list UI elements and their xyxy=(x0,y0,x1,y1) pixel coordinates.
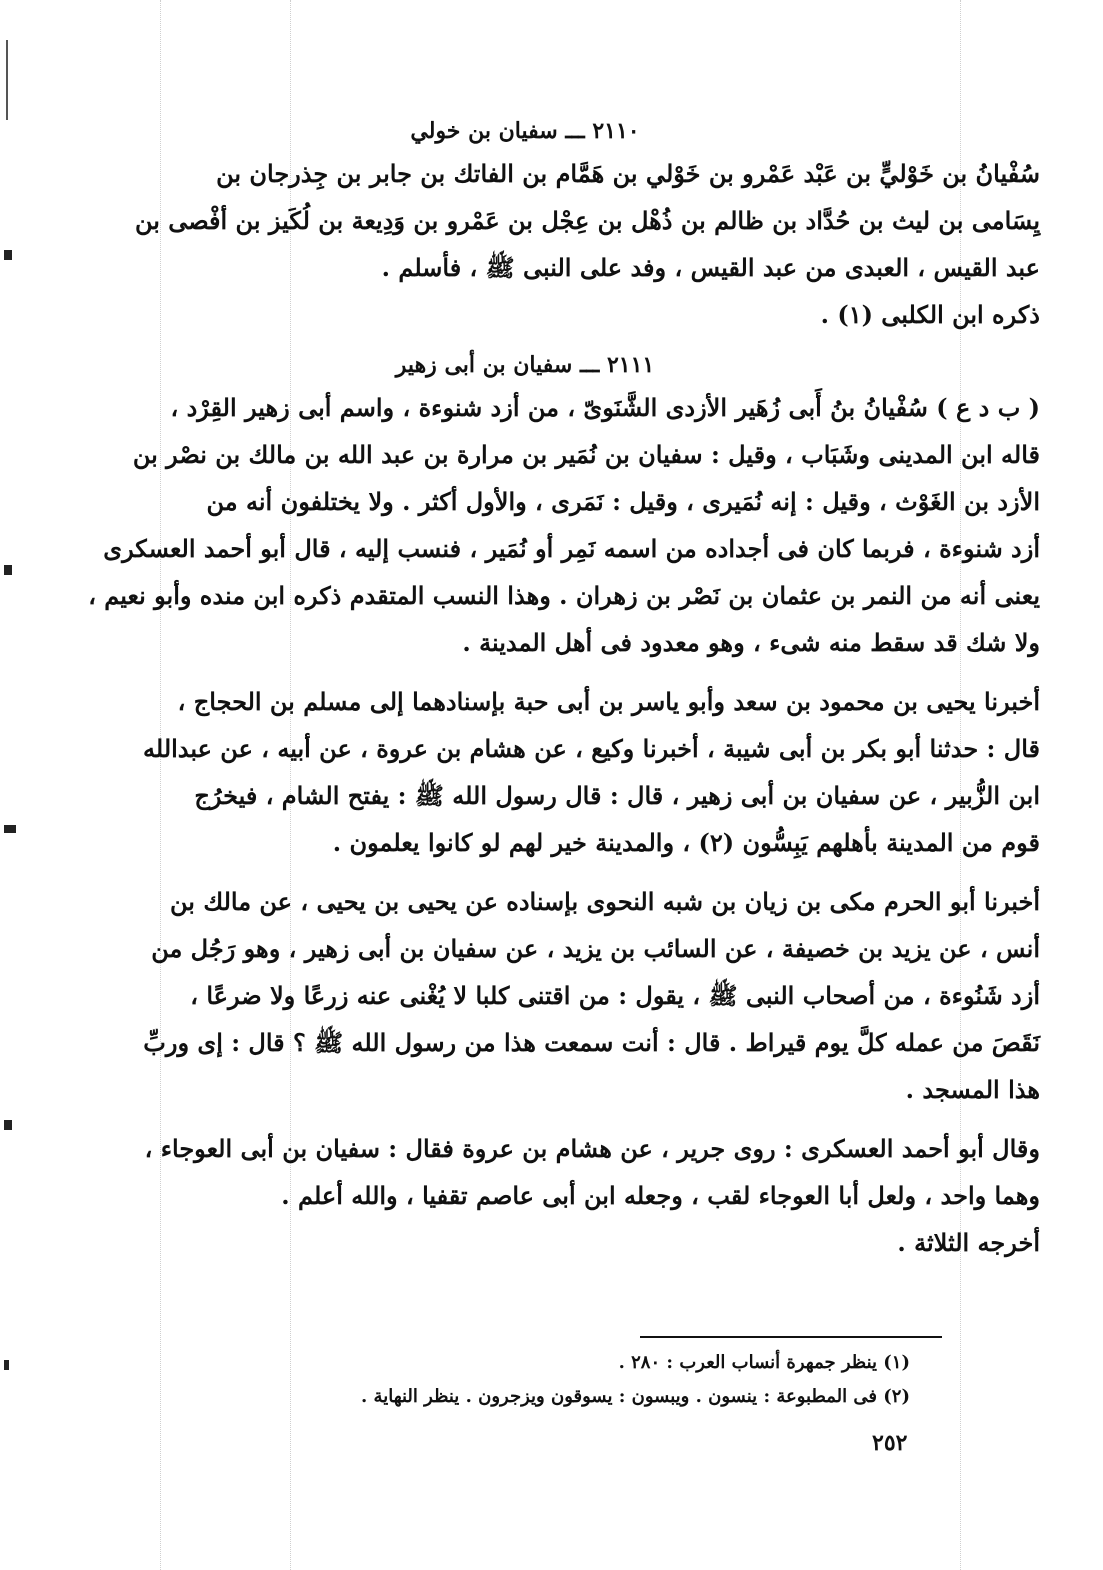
entry xyxy=(70,118,1040,338)
main-text xyxy=(70,118,1040,1266)
text-line: هذا المسجد . xyxy=(905,1075,1040,1104)
scan-mark xyxy=(4,825,16,833)
text-line: عبد القيس ، العبدى من عبد القيس ، وفد على النبى ﷺ ، فأسلم . xyxy=(381,253,1040,282)
text-line: سُفْيانُ بن خَوْليٍّ بن عَبْد عَمْرو بن خَوْلي بن هَمَّام بن الفاتك بن جابر بن جِذرجان بن xyxy=(216,159,1040,188)
text-line: ذكره ابن الكلبى (١) . xyxy=(820,300,1040,329)
text-line: ( ب د ع ) سُفْيانُ بنُ أَبى زُهَير الأزدى الشَّنَوىّ ، من أزد شنوءة ، واسم أبى زهير القِرْد ، xyxy=(170,393,1040,422)
text-line: أخبرنا أبو الحرم مكى بن زيان بن شبه النحوى بإسناده عن يحيى بن يحيى ، عن مالك بن xyxy=(170,887,1040,916)
paragraph xyxy=(70,1125,1040,1219)
paragraph xyxy=(70,878,1040,1113)
scan-margin-line xyxy=(6,40,8,120)
text-line: وهما واحد ، ولعل أبا العوجاء لقب ، وجعله ابن أبى عاصم تقفيا ، والله أعلم . xyxy=(281,1181,1040,1210)
text-line: وقال أبو أحمد العسكرى : روى جرير ، عن هشام بن عروة فقال : سفيان بن أبى العوجاء ، xyxy=(144,1134,1040,1163)
entry-title: ٢١١٠ ـــ سفيان بن خولي xyxy=(410,118,640,144)
paragraph xyxy=(70,150,1040,291)
paragraph xyxy=(70,291,1040,338)
paragraph xyxy=(70,384,1040,666)
text-line: ولا شك قد سقط منه شىء ، وهو معدود فى أهل المدينة . xyxy=(462,628,1040,657)
text-line: أزد شنوءة ، فربما كان فى أجداده من اسمه نَمِر أو نُمَير ، فنسب إليه ، قال أبو أحمد العسكرى xyxy=(103,534,1040,563)
text-line: ابن الزُّبير ، عن سفيان بن أبى زهير ، قال : قال رسول الله ﷺ : يفتح الشام ، فيخرُج xyxy=(194,781,1040,810)
entry xyxy=(70,352,1040,1266)
footnotes xyxy=(300,1346,910,1414)
text-line: أنس ، عن يزيد بن خصيفة ، عن السائب بن يزيد ، عن سفيان بن أبى زهير ، وهو رَجُل من xyxy=(151,934,1040,963)
paragraph xyxy=(70,1219,1040,1266)
entry-title: ٢١١١ ـــ سفيان بن أبى زهير xyxy=(395,352,655,378)
footnote: (٢) فى المطبوعة : ينسون . ويبسون : يسوقون ويزجرون . ينظر النهاية . xyxy=(361,1386,910,1407)
text-line: يعنى أنه من النمر بن عثمان بن نَصْر بن زهران . وهذا النسب المتقدم ذكره ابن منده وأبو نعيم ، xyxy=(88,581,1040,610)
text-line: أخبرنا يحيى بن محمود بن سعد وأبو ياسر بن أبى حبة بإسنادهما إلى مسلم بن الحجاج ، xyxy=(177,687,1040,716)
scan-mark xyxy=(4,565,12,575)
text-line: الأزد بن الغَوْث ، وقيل : إنه نُمَيرى ، وقيل : نَمَرى ، والأول أكثر . ولا يختلفون أنه من xyxy=(206,487,1040,516)
footnote-separator xyxy=(640,1336,942,1338)
page-number: ٢٥٢ xyxy=(872,1430,908,1456)
footnote: (١) ينظر جمهرة أنساب العرب : ٢٨٠ . xyxy=(618,1352,910,1373)
text-line: أخرجه الثلاثة . xyxy=(897,1228,1040,1257)
text-line: قوم من المدينة بأهلهم يَبِسُّون (٢) ، والمدينة خير لهم لو كانوا يعلمون . xyxy=(332,828,1040,857)
text-line: يِسَامى بن ليث بن حُدَّاد بن ظالم بن ذُهْل بن عِجْل بن عَمْرو بن وَدِيعة بن لُكَيز بن أفْصى بن xyxy=(134,206,1040,235)
text-line: قاله ابن المدينى وشَبَاب ، وقيل : سفيان بن نُمَير بن مرارة بن عبد الله بن مالك بن نصْر بن xyxy=(132,440,1040,469)
paragraph xyxy=(70,678,1040,866)
scan-mark xyxy=(4,250,12,260)
scan-mark xyxy=(4,1120,12,1130)
text-line: أزد شَنُوءة ، من أصحاب النبى ﷺ ، يقول : من اقتنى كلبا لا يُغْنى عنه زرعًا ولا ضرعًا ، xyxy=(190,981,1040,1010)
text-line: قال : حدثنا أبو بكر بن أبى شيبة ، أخبرنا وكيع ، عن هشام بن عروة ، عن أبيه ، عن عبدالله xyxy=(143,734,1040,763)
text-line: نَقَصَ من عمله كلَّ يوم قيراط . قال : أنت سمعت هذا من رسول الله ﷺ ؟ قال : إى وربِّ xyxy=(143,1028,1040,1057)
scan-mark xyxy=(4,1360,9,1370)
